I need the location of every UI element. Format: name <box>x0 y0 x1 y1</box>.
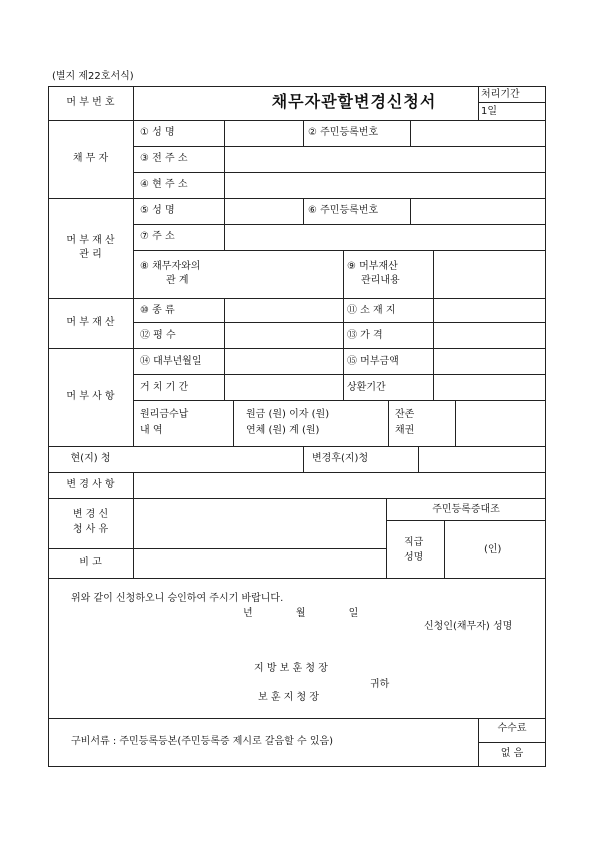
manager-relation-label-2: 관 계 <box>166 275 189 286</box>
processing-period-label: 처리기간 <box>481 89 520 100</box>
manager-content-label-2: 관리내용 <box>361 275 400 286</box>
form-code: (별지 제22호서식) <box>52 71 134 82</box>
remarks-label: 비 고 <box>79 557 102 568</box>
remaining-debt-label-1: 잔존 <box>395 409 415 420</box>
manager-rrn-label: ⑥ 주민등록번호 <box>308 205 379 216</box>
official-name-label: 성명 <box>404 552 424 563</box>
seal-mark: (인) <box>484 544 502 555</box>
debtor-label: 채 무 자 <box>72 153 109 164</box>
fee-value: 없 음 <box>500 748 524 759</box>
remaining-debt-label-2: 채권 <box>395 425 415 436</box>
manager-address-label: ⑦ 주 소 <box>140 231 175 242</box>
paid-history-row-2: 연체 (원) 계 (원) <box>246 425 320 436</box>
asset-label: 머 부 재 산 <box>66 317 115 328</box>
asset-manager-label-1: 머 부 재 산 <box>66 235 115 246</box>
manager-name-label: ⑤ 성 명 <box>140 205 175 216</box>
repay-period-label: 상환기간 <box>347 382 386 393</box>
debtor-rrn-label: ② 주민등록번호 <box>308 127 379 138</box>
reason-label-2: 청 사 유 <box>72 524 109 535</box>
manager-relation-label-1: ⑧ 채무자와의 <box>140 261 201 272</box>
manager-content-label-1: ⑨ 머부재산 <box>347 261 398 272</box>
debtor-name-label: ① 성 명 <box>140 127 175 138</box>
fee-label: 수수료 <box>497 723 527 734</box>
asset-location-label: ⑪ 소 재 지 <box>347 305 396 316</box>
matters-label: 머 부 사 항 <box>66 391 115 402</box>
paid-history-label-2: 내 역 <box>140 425 163 436</box>
debtor-curr-address-label: ④ 현 주 소 <box>140 179 188 190</box>
recipient-regional: 지 방 보 훈 청 장 <box>254 663 328 674</box>
asset-area-label: ⑫ 평 수 <box>140 330 176 341</box>
current-office-label: 현(지) 청 <box>70 453 111 464</box>
debt-number-label: 머 부 번 호 <box>66 97 115 108</box>
recipient-suffix: 귀하 <box>370 679 390 690</box>
asset-manager-label-2: 관 리 <box>79 249 102 260</box>
reason-label-1: 변 경 신 <box>72 509 109 520</box>
grace-period-label: 거 치 기 간 <box>140 382 189 393</box>
debtor-prev-address-label: ③ 전 주 소 <box>140 153 188 164</box>
form-title: 채무자관할변경신청서 <box>271 92 437 111</box>
processing-period-value: 1일 <box>481 106 498 117</box>
loan-amount-label: ⑮ 머부금액 <box>347 356 399 367</box>
paid-history-label-1: 원리금수납 <box>140 409 189 420</box>
recipient-branch: 보 훈 지 청 장 <box>258 692 320 703</box>
after-office-label: 변경후(지)청 <box>312 453 369 464</box>
official-rank-label: 직급 <box>404 537 424 548</box>
applicant-signature-line: 신청인(채무자) 성명 <box>424 621 513 632</box>
verify-header: 주민등록증대조 <box>432 504 500 515</box>
asset-kind-label: ⑩ 종 류 <box>140 305 175 316</box>
paid-history-row-1: 원금 (원) 이자 (원) <box>246 409 330 420</box>
asset-price-label: ⑬ 가 격 <box>347 330 383 341</box>
loan-date-label: ⑭ 대부년월일 <box>140 356 202 367</box>
date-line: 년 월 일 <box>243 608 359 619</box>
required-documents: 구비서류 : 주민등록등본(주민등록증 제시로 갈음할 수 있음) <box>71 736 334 747</box>
change-matter-label: 변 경 사 항 <box>66 479 115 490</box>
declaration-text: 위와 같이 신청하오니 승인하여 주시기 바랍니다. <box>71 593 284 604</box>
